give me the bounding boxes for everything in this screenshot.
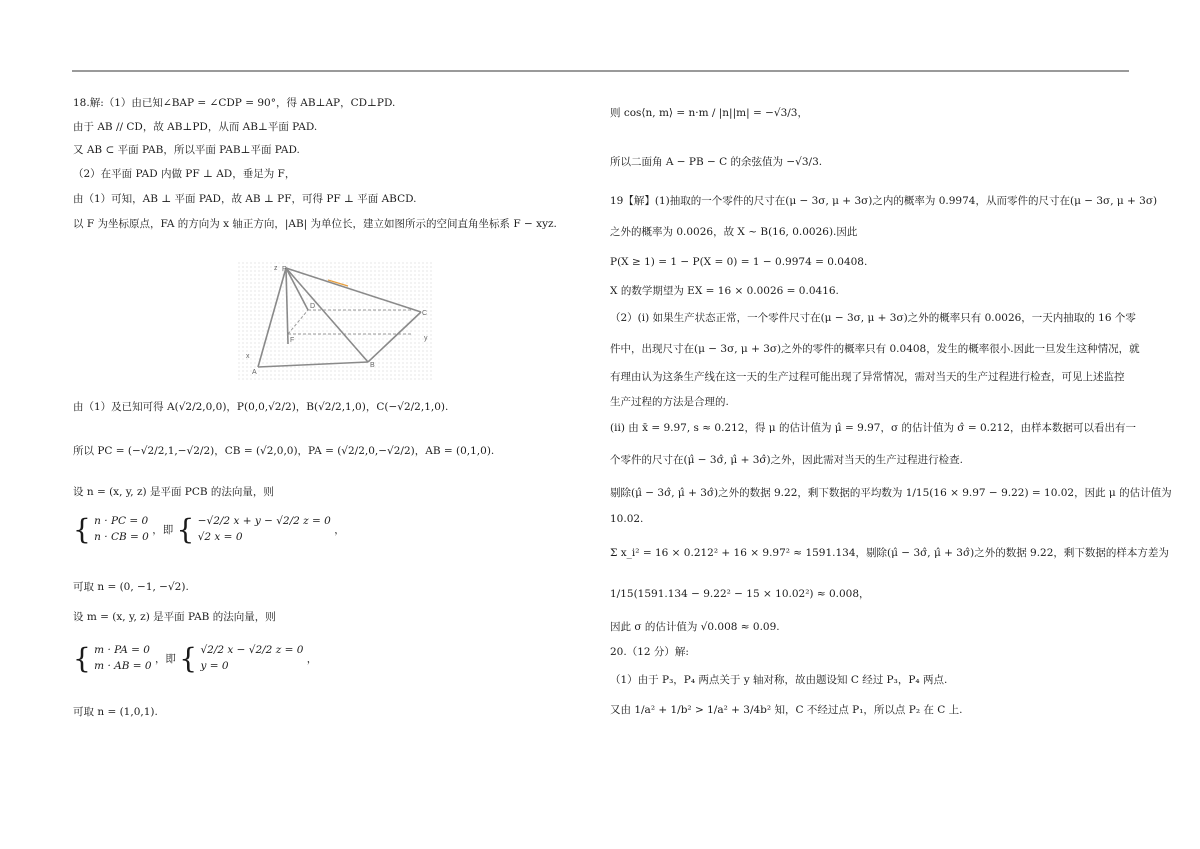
label-a: A <box>252 369 257 376</box>
label-b: B <box>370 362 375 369</box>
solution-19-line-7: 有理由认为这条生产线在这一天的生产过程可能出现了异常情况，需对当天的生产过程进行检查，可见上述监控 <box>610 371 1125 383</box>
label-y: y <box>424 335 428 342</box>
solution-19-line-4: X 的数学期望为 EX = 16 × 0.0026 = 0.0416. <box>610 285 839 297</box>
label-c: C <box>422 310 428 317</box>
solution-19-line-3: P(X ≥ 1) = 1 − P(X = 0) = 1 − 0.9974 = 0.0408. <box>610 256 868 268</box>
solution-19-line-15: 因此 σ 的估计值为 √0.008 ≈ 0.09. <box>610 621 780 633</box>
header-rule <box>72 70 1129 72</box>
solution-18-line-3: 又 AB ⊂ 平面 PAB，所以平面 PAB⊥平面 PAD. <box>73 144 300 156</box>
solution-19-line-14: 1/15(1591.134 − 9.22² − 15 × 10.02²) ≈ 0.008， <box>610 588 870 600</box>
system-2-left-eq-1: m · PA = 0 <box>94 644 150 656</box>
solution-20-heading: 20.（12 分）解: <box>610 646 689 658</box>
system-2-right-eq-2: y = 0 <box>200 659 229 672</box>
solution-19-line-12: 10.02. <box>610 513 644 525</box>
system-2-right-eq-1: √2/2 x − √2/2 z = 0 <box>200 644 304 656</box>
solution-18-line-1: 18.解:（1）由已知∠BAP = ∠CDP = 90°，得 AB⊥AP，CD⊥PD. <box>73 97 396 109</box>
solution-18-line-2: 由于 AB // CD，故 AB⊥PD，从而 AB⊥平面 PAD. <box>73 121 318 133</box>
solution-19-line-9: (ii) 由 x̄ = 9.97, s ≈ 0.212，得 μ 的估计值为 μ̂ = 9.97，σ 的估计值为 σ̂ = 0.212，由样本数据可以看出有一 <box>610 422 1137 434</box>
solution-18-line-8: 所以 PC = (−√2/2,1,−√2/2)，CB = (√2,0,0)，PA = (√2/2,0,−√2/2)，AB = (0,1,0). <box>73 445 495 457</box>
solution-19-line-10: 个零件的尺寸在(μ̂ − 3σ̂, μ̂ + 3σ̂)之外，因此需对当天的生产过程进行检查. <box>610 454 963 466</box>
label-z: z <box>274 265 278 272</box>
solution-18-line-5: 由（1）可知，AB ⊥ 平面 PAD，故 AB ⊥ PF，可得 PF ⊥ 平面 ABCD. <box>73 193 417 205</box>
label-x: x <box>246 353 250 360</box>
solution-19-line-11: 剔除(μ̂ − 3σ̂, μ̂ + 3σ̂)之外的数据 9.22，剩下数据的平均数为 1/15(16 × 9.97 − 9.22) = 10.02，因此 μ 的估计值为 <box>610 487 1172 499</box>
system-1-right-eq-2: √2 x = 0 <box>197 530 243 543</box>
system-1-connector: ，即 <box>152 523 174 536</box>
solution-19-line-1: 19【解】(1)抽取的一个零件的尺寸在(μ − 3σ, μ + 3σ)之内的概率为 0.9974，从而零件的尺寸在(μ − 3σ, μ + 3σ) <box>610 195 1158 207</box>
label-f: F <box>290 337 295 344</box>
solution-18-line-4: （2）在平面 PAD 内做 PF ⊥ AD，垂足为 F， <box>73 168 296 180</box>
system-2-left-eq-2: m · AB = 0 <box>94 659 152 672</box>
solution-19-line-6: 件中，出现尺寸在(μ − 3σ, μ + 3σ)之外的零件的概率只有 0.0408，发生的概率很小.因此一旦发生这种情况，就 <box>610 343 1140 355</box>
solution-19-line-13: Σ x_i² = 16 × 0.212² + 16 × 9.97² ≈ 1591.134，剔除(μ̂ − 3σ̂, μ̂ + 3σ̂)之外的数据 9.22，剩下数据的样本方差为 <box>610 547 1169 559</box>
solution-19-line-2: 之外的概率为 0.0026，故 X ~ B(16, 0.0026).因此 <box>610 226 858 238</box>
equation-system-1: { n · PC = 0 n · CB = 0 ，即 { −√2/2 x + y − √2/2 z = 0 √2 x = 0 ， <box>73 512 345 546</box>
solution-19-line-5: （2）(i) 如果生产状态正常，一个零件尺寸在(μ − 3σ, μ + 3σ)之外的概率只有 0.0026，一天内抽取的 16 个零 <box>610 312 1136 324</box>
solution-18-line-10: 可取 n = (0, −1, −√2). <box>73 581 189 593</box>
solution-19-line-8: 生产过程的方法是合理的. <box>610 396 729 408</box>
right-line-2: 所以二面角 A − PB − C 的余弦值为 −√3/3. <box>610 156 823 168</box>
equation-system-2: { m · PA = 0 m · AB = 0 ，即 { √2/2 x − √2/2 z = 0 y = 0 ， <box>73 641 318 675</box>
system-1-left-eq-1: n · PC = 0 <box>94 515 149 527</box>
system-1-left-eq-2: n · CB = 0 <box>94 530 149 543</box>
solution-18-line-11: 设 m = (x, y, z) 是平面 PAB 的法向量，则 <box>73 611 276 623</box>
label-d: D <box>310 303 316 310</box>
pyramid-diagram <box>238 262 433 380</box>
system-2-end: ， <box>306 652 318 665</box>
system-2-connector: ，即 <box>154 652 176 665</box>
label-p: P <box>282 266 287 273</box>
system-1-end: ， <box>334 523 345 536</box>
solution-20-line-2: 又由 1/a² + 1/b² > 1/a² + 3/4b² 知，C 不经过点 P₁，所以点 P₂ 在 C 上. <box>610 704 963 716</box>
solution-20-line-1: （1）由于 P₃，P₄ 两点关于 y 轴对称，故由题设知 C 经过 P₃，P₄ 两点. <box>610 674 948 686</box>
pyramid-coordinate-figure <box>238 262 433 380</box>
solution-18-line-12: 可取 n = (1,0,1). <box>73 706 158 718</box>
solution-18-line-9: 设 n = (x, y, z) 是平面 PCB 的法向量，则 <box>73 486 274 498</box>
figure-background <box>238 262 433 380</box>
solution-18-line-6: 以 F 为坐标原点，FA 的方向为 x 轴正方向，|AB| 为单位长，建立如图所示的空间直角坐标系 F − xyz. <box>73 218 557 230</box>
system-1-right-eq-1: −√2/2 x + y − √2/2 z = 0 <box>197 515 331 527</box>
solution-18-line-7: 由（1）及已知可得 A(√2/2,0,0)，P(0,0,√2/2)，B(√2/2,1,0)，C(−√2/2,1,0). <box>73 401 449 413</box>
right-line-1: 则 cos⟨n, m⟩ = n·m / |n||m| = −√3/3， <box>610 107 808 119</box>
